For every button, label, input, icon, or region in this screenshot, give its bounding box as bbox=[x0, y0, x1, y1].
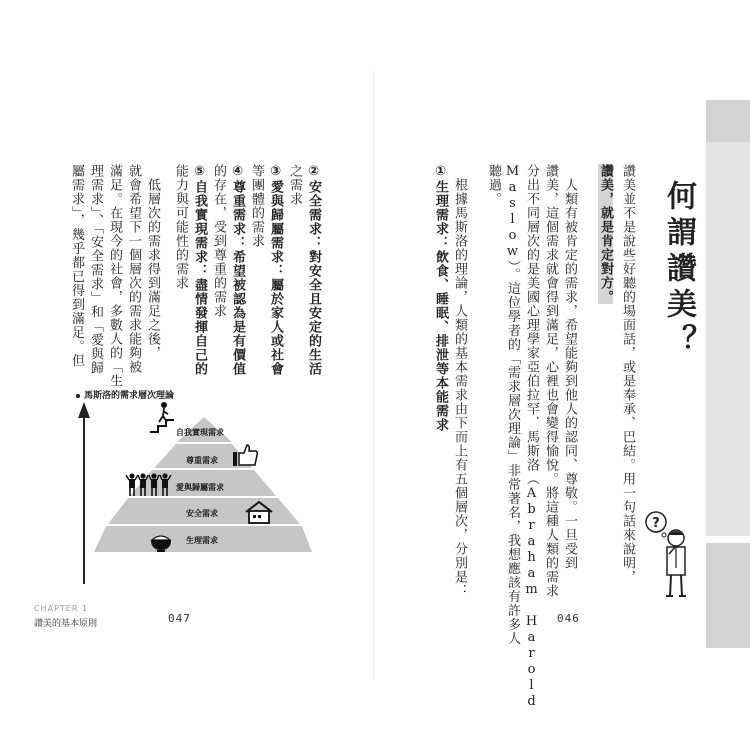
page-title: 何謂讚美？ bbox=[661, 180, 696, 360]
page-fold bbox=[373, 70, 374, 680]
pyramid-label-esteem: 尊重需求 bbox=[186, 456, 218, 465]
need-item-self-actualization: ⑤自我實現需求：盡情發揮自己的 bbox=[192, 164, 207, 376]
body-line: 理需求」、「安全需求」和「愛與歸 bbox=[88, 164, 103, 375]
body-line: 讚美，這個需求就會得到滿足，心裡也會變得愉悅。將這種人類的需求 bbox=[543, 164, 558, 598]
question-mark-thought-bubble-icon bbox=[646, 512, 666, 537]
intro-paragraph: 讚美並不是說些好聽的場面話，或是奉承、巴結。用一句話來說明， bbox=[620, 164, 635, 584]
page-number-right: 046 bbox=[557, 612, 580, 625]
stairs-climber-icon bbox=[150, 402, 174, 432]
page-number-left: 047 bbox=[168, 612, 191, 625]
highlight-line bbox=[596, 164, 615, 304]
body-line: 就會希望下一個層次的需求能夠被 bbox=[126, 164, 141, 374]
need-item-physiological: ①生理需求：飲食、睡眠、排泄等本能需求 bbox=[433, 164, 448, 432]
chapter-tab-top bbox=[706, 100, 750, 142]
body-line: 根據馬斯洛的理論，人類的基本需求由下而上有五個層次，分別是： bbox=[452, 178, 467, 598]
svg-text:?: ? bbox=[652, 516, 660, 531]
arrow-head bbox=[78, 402, 90, 418]
body-line: 屬需求」，幾乎都已得到滿足。但 bbox=[69, 164, 84, 368]
pyramid-label-belonging: 愛與歸屬需求 bbox=[176, 483, 224, 492]
body-line: 人類有被肯定的需求，希望能夠到他人的認同、尊敬。一旦受到 bbox=[562, 178, 577, 570]
body-line: Maslow）。這位學者的「需求層次理論」非常著名，我想應該有許多人 bbox=[505, 164, 520, 646]
chapter-label: CHAPTER 1 bbox=[34, 604, 89, 613]
need-item-safety-cont: 之需求 bbox=[287, 164, 302, 206]
need-item-belonging: ③愛與歸屬需求：屬於家人或社會 bbox=[268, 164, 283, 376]
need-item-esteem-cont: 的存在，受到尊重的需求 bbox=[211, 164, 226, 318]
pyramid-label-self-actualization: 自我實現需求 bbox=[176, 428, 224, 437]
chapter-subtitle: 讚美的基本原則 bbox=[34, 619, 98, 629]
need-item-belonging-cont: 等團體的需求 bbox=[249, 164, 264, 248]
body-line: 聽過。 bbox=[486, 164, 501, 206]
chapter-tab-middle bbox=[706, 142, 750, 536]
body-line: 分出不同層次的是美國心理學家亞伯拉罕．馬斯洛（Abraham Harold bbox=[524, 164, 539, 710]
pyramid-label-safety: 安全需求 bbox=[186, 509, 218, 518]
need-item-safety: ②安全需求：對安全且安定的生活 bbox=[306, 164, 321, 376]
thumbs-up-icon bbox=[233, 445, 257, 466]
highlight-text: 讚美，就是肯定對方。 bbox=[598, 164, 613, 304]
pyramid-label-physiological: 生理需求 bbox=[186, 536, 218, 545]
chapter-tab-bottom bbox=[706, 543, 750, 648]
body-line: 滿足。在現今的社會，多數人的「生 bbox=[107, 164, 122, 388]
maslow-pyramid-diagram bbox=[72, 392, 312, 588]
thinking-man-illustration bbox=[640, 508, 700, 600]
body-line: 低層次的需求得到滿足之後， bbox=[145, 178, 160, 360]
figure-title: 馬斯洛的需求層次理論 bbox=[76, 388, 174, 401]
need-item-self-actualization-cont: 能力與可能性的需求 bbox=[173, 164, 188, 290]
need-item-esteem: ④尊重需求：希望被認為是有價值 bbox=[230, 164, 245, 376]
